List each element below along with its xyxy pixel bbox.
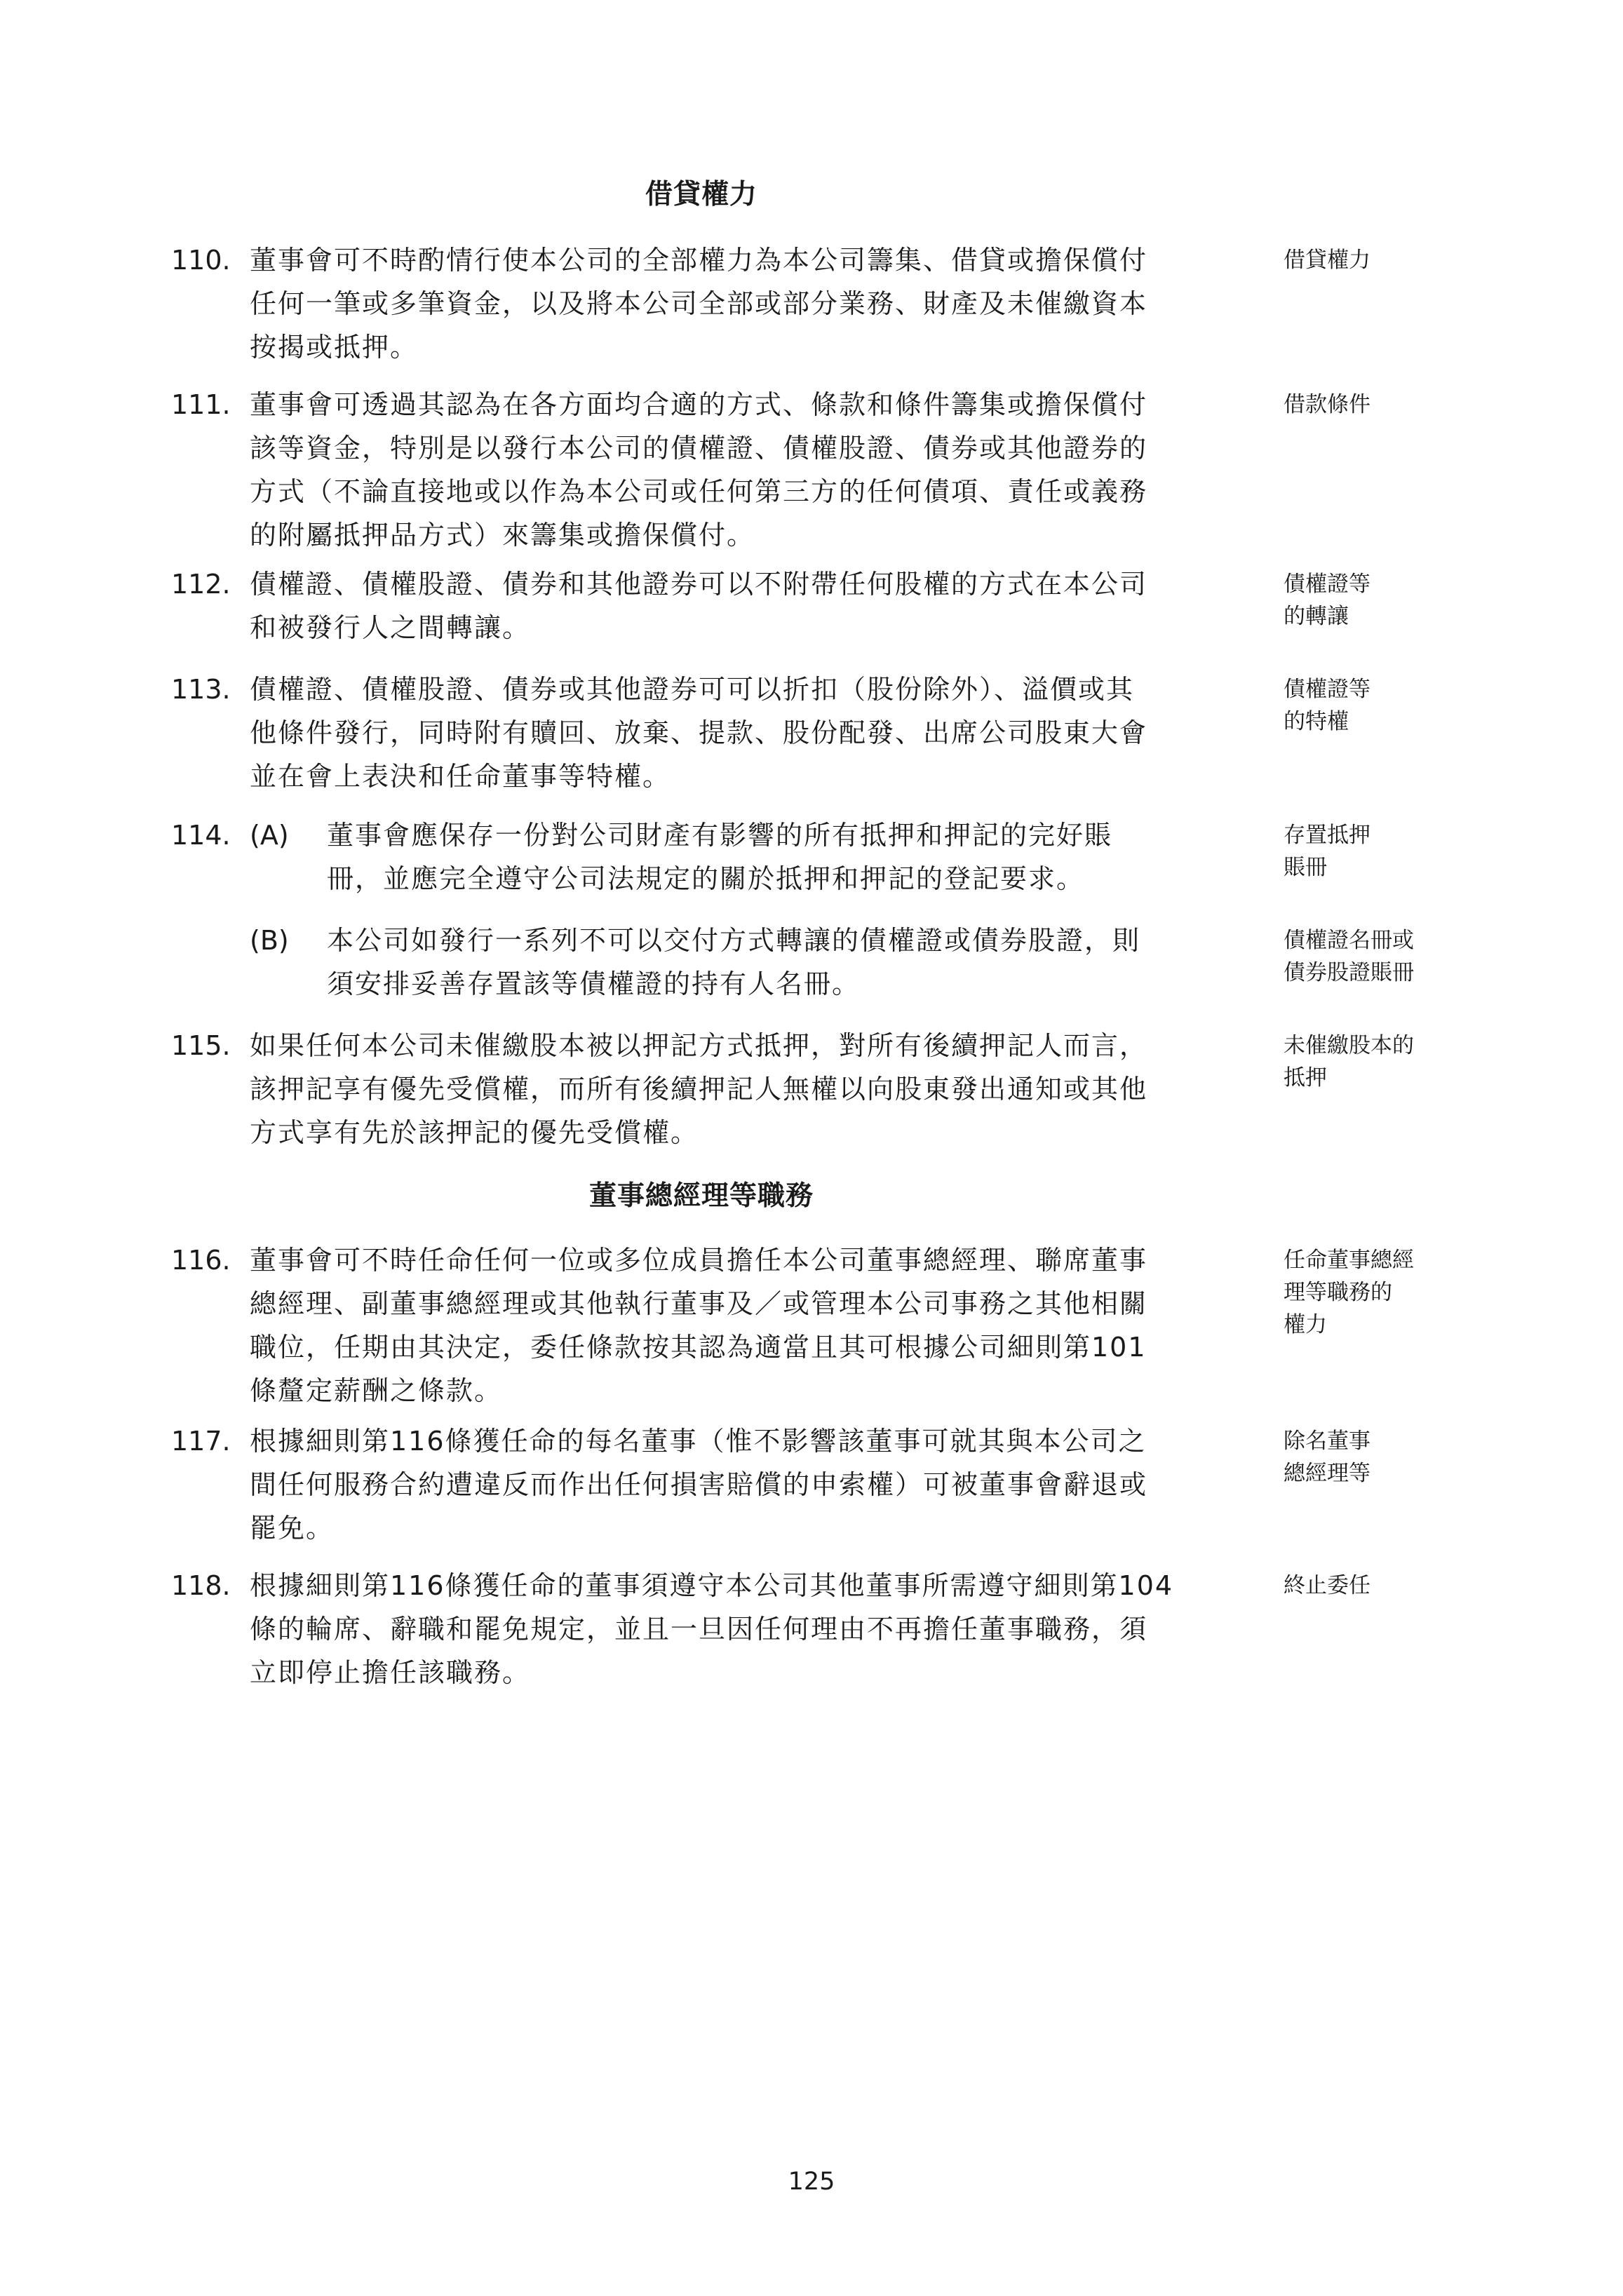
- margin-note-115: [1284, 1029, 1494, 1094]
- clause-text: [250, 1419, 1407, 1550]
- margin-note-line: 的轉讓: [1284, 604, 1349, 629]
- margin-note-line: 未催繳股本的: [1284, 1033, 1414, 1058]
- margin-note-line: 存置抵押: [1284, 823, 1371, 848]
- margin-note-line: 賬冊: [1284, 855, 1327, 880]
- subclause-text: [327, 919, 1407, 1006]
- clause-line: 根據細則第116條獲任命的每名董事（惟不影響該董事可就其與本公司之: [250, 1426, 1147, 1457]
- clause-line: 間任何服務合約遭違反而作出任何損害賠償的申索權）可被董事會辭退或: [250, 1469, 1148, 1500]
- clause-number: 110.: [171, 245, 231, 276]
- margin-note-114b: [1284, 924, 1494, 989]
- clause-number: 116.: [171, 1245, 231, 1276]
- margin-note-110: [1284, 244, 1494, 276]
- margin-note-116: [1284, 1244, 1494, 1341]
- margin-note-line: 總經理等: [1284, 1461, 1371, 1486]
- margin-note-line: 借款條件: [1284, 392, 1371, 417]
- clause-line: 立即停止擔任該職務。: [250, 1657, 531, 1688]
- margin-note-113: [1284, 673, 1494, 738]
- clause-line: 他條件發行，同時附有贖回、放棄、提款、股份配發、出席公司股東大會: [250, 717, 1148, 748]
- clause-line: 任何一筆或多筆資金，以及將本公司全部或部分業務、財產及未催繳資本: [250, 288, 1148, 319]
- clause-number: 111.: [171, 389, 231, 420]
- subclause-label: (A): [250, 820, 289, 851]
- clause-text: [250, 562, 1407, 649]
- margin-note-line: 抵押: [1284, 1065, 1327, 1090]
- clause-line: 總經理、副董事總經理或其他執行董事及／或管理本公司事務之其他相關: [250, 1288, 1148, 1319]
- subclause-label: (B): [250, 925, 289, 956]
- margin-note-line: 除名董事: [1284, 1429, 1371, 1454]
- clause-line: 董事會可不時任命任何一位或多位成員擔任本公司董事總經理、聯席董事: [250, 1245, 1148, 1276]
- clause-number: 115.: [171, 1030, 231, 1061]
- margin-note-line: 的特權: [1284, 709, 1349, 734]
- page-number: 125: [788, 2168, 835, 2196]
- clause-line: 如果任何本公司未催繳股本被以押記方式抵押，對所有後續押記人而言，: [250, 1030, 1148, 1061]
- clause-text: [250, 383, 1407, 557]
- clause-number: 117.: [171, 1426, 231, 1457]
- margin-note-line: 債權證等: [1284, 572, 1371, 597]
- clause-line: 債權證、債權股證、債券和其他證券可以不附帶任何股權的方式在本公司: [250, 569, 1148, 600]
- clause-number: 114.: [171, 820, 231, 851]
- margin-note-111: [1284, 389, 1494, 421]
- clause-line: 罷免。: [250, 1513, 335, 1544]
- margin-note-117: [1284, 1425, 1494, 1490]
- clause-line: 條的輪席、辭職和罷免規定，並且一旦因任何理由不再擔任董事職務，須: [250, 1614, 1148, 1645]
- section-title-managing-director: 董事總經理等職務: [588, 1180, 814, 1212]
- subclause-text: [327, 813, 1407, 900]
- clause-line: 方式（不論直接地或以作為本公司或任何第三方的任何債項、責任或義務: [250, 476, 1148, 507]
- clause-line: 冊，並應完全遵守公司法規定的關於抵押和押記的登記要求。: [327, 863, 1085, 894]
- clause-line: 董事會可不時酌情行使本公司的全部權力為本公司籌集、借貸或擔保償付: [250, 245, 1148, 276]
- margin-note-line: 任命董事總經: [1284, 1248, 1414, 1273]
- clause-line: 該押記享有優先受償權，而所有後續押記人無權以向股東發出通知或其他: [250, 1074, 1148, 1105]
- margin-note-line: 債權證等: [1284, 677, 1371, 702]
- clause-line: 債權證、債權股證、債券或其他證券可可以折扣（股份除外）、溢價或其: [250, 674, 1135, 705]
- clause-line: 職位，任期由其決定，委任條款按其認為適當且其可根據公司細則第101: [250, 1332, 1147, 1363]
- margin-note-112: [1284, 568, 1494, 633]
- clause-line: 董事會應保存一份對公司財產有影響的所有抵押和押記的完好賬: [327, 820, 1113, 851]
- margin-note-line: 借貸權力: [1284, 248, 1371, 273]
- clause-text: [250, 668, 1407, 798]
- margin-note-118: [1284, 1569, 1494, 1602]
- clause-line: 和被發行人之間轉讓。: [250, 612, 531, 643]
- clause-line: 該等資金，特別是以發行本公司的債權證、債權股證、債券或其他證券的: [250, 433, 1148, 464]
- section-title-borrowing-powers: 借貸權力: [645, 179, 757, 210]
- margin-note-line: 債權證名冊或: [1284, 928, 1414, 953]
- clause-text: [250, 1238, 1407, 1412]
- clause-line: 的附屬抵押品方式）來籌集或擔保償付。: [250, 520, 755, 551]
- margin-note-line: 理等職務的: [1284, 1280, 1392, 1305]
- clause-line: 本公司如發行一系列不可以交付方式轉讓的債權證或債券股證，則: [327, 925, 1141, 956]
- clause-text: [250, 1564, 1407, 1694]
- clause-line: 根據細則第116條獲任命的董事須遵守本公司其他董事所需遵守細則第104: [250, 1570, 1174, 1601]
- margin-note-line: 權力: [1284, 1312, 1327, 1337]
- clause-line: 按揭或抵押。: [250, 332, 419, 363]
- clause-line: 條釐定薪酬之條款。: [250, 1375, 503, 1406]
- clause-text: [250, 238, 1407, 369]
- clause-line: 須安排妥善存置該等債權證的持有人名冊。: [327, 968, 861, 999]
- clause-line: 並在會上表決和任命董事等特權。: [250, 761, 671, 792]
- clause-line: 方式享有先於該押記的優先受償權。: [250, 1117, 699, 1148]
- clause-number: 112.: [171, 569, 231, 600]
- margin-note-114a: [1284, 819, 1494, 884]
- clause-text: [250, 1024, 1407, 1154]
- margin-note-line: 終止委任: [1284, 1573, 1371, 1598]
- margin-note-line: 債券股證賬冊: [1284, 960, 1414, 985]
- clause-number: 113.: [171, 674, 231, 705]
- clause-line: 董事會可透過其認為在各方面均合適的方式、條款和條件籌集或擔保償付: [250, 389, 1148, 420]
- clause-number: 118.: [171, 1570, 231, 1601]
